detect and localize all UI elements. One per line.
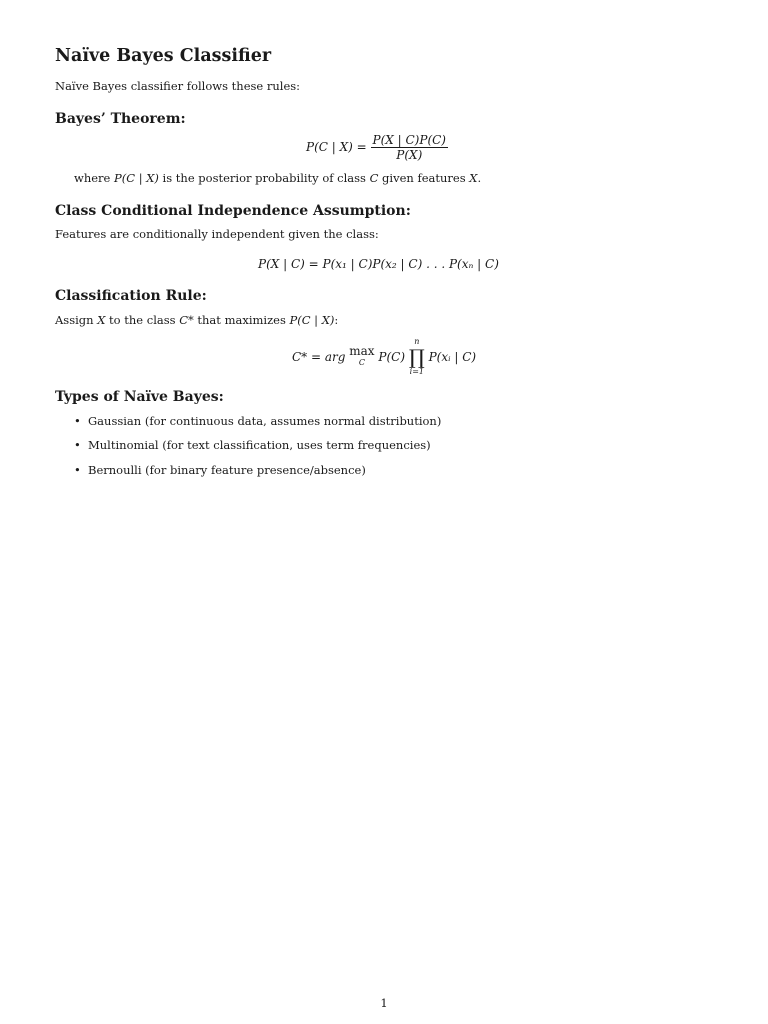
bayes-heading: Bayes’ Theorem: <box>55 111 186 127</box>
list-item <box>74 463 366 477</box>
classification-argmax <box>349 346 374 368</box>
classification-text-math2: C* <box>179 313 194 327</box>
bayes-fraction <box>371 133 448 162</box>
bayes-denominator: P(X) <box>396 148 423 162</box>
classification-text-middle2: that maximizes <box>193 313 290 327</box>
classification-eq-max: max <box>349 344 375 358</box>
classification-eq-pc: P(C) <box>378 350 406 364</box>
classification-product <box>409 337 425 377</box>
product-symbol: ∏ <box>408 345 425 369</box>
independence-heading: Class Conditional Independence Assumption: <box>55 203 411 219</box>
bayes-note-math2: C <box>369 171 379 185</box>
types-heading: Types of Naïve Bayes: <box>55 389 224 405</box>
classification-text-prefix: Assign <box>55 313 98 327</box>
intro-text: Naïve Bayes classifier follows these rules: <box>55 79 301 93</box>
independence-text: Features are conditionally independent given the class: <box>55 227 379 241</box>
bayes-note-prefix: where <box>74 171 115 185</box>
bayes-note-middle2: given features <box>378 171 470 185</box>
list-item-text: Bernoulli (for binary feature presence/absence) <box>88 463 366 477</box>
classification-eq-prod-sub: i=1 <box>409 367 424 376</box>
bullet-icon: • <box>74 414 81 428</box>
classification-text-middle: to the class <box>105 313 180 327</box>
classification-eq-rhs: P(xᵢ | C) <box>428 350 477 364</box>
page-title: Naïve Bayes Classifier <box>55 46 272 66</box>
classification-text-suffix: : <box>334 313 339 327</box>
classification-text-math1: X <box>97 313 106 327</box>
bayes-numerator: P(X | C)P(C) <box>372 133 446 147</box>
classification-text <box>55 313 338 327</box>
list-item-text: Gaussian (for continuous data, assumes normal distribution) <box>88 414 442 428</box>
bullet-icon: • <box>74 463 81 477</box>
classification-text-math3: P(C | X) <box>289 313 335 327</box>
list-item-text: Multinomial (for text classification, uses term frequencies) <box>88 438 431 452</box>
classification-equation <box>292 337 476 377</box>
page-number: 1 <box>380 996 388 1010</box>
bayes-equation <box>306 133 448 162</box>
bayes-lhs: P(C | X) = <box>306 140 367 154</box>
classification-heading: Classification Rule: <box>55 288 207 304</box>
bayes-note-middle: is the posterior probability of class <box>158 171 370 185</box>
bayes-note-suffix: . <box>477 171 482 185</box>
classification-eq-max-sub: C <box>358 358 365 367</box>
bayes-note-math1: P(C | X) <box>114 171 159 185</box>
classification-eq-prod-sup: n <box>414 337 420 346</box>
list-item <box>74 414 441 428</box>
bullet-icon: • <box>74 438 81 452</box>
bayes-note <box>74 171 481 185</box>
list-item <box>74 438 431 452</box>
independence-equation: P(X | C) = P(x₁ | C)P(x₂ | C) . . . P(xₙ | C) <box>258 257 499 271</box>
classification-eq-lhs: C* = arg <box>292 350 346 364</box>
bayes-note-math3: X <box>469 171 478 185</box>
